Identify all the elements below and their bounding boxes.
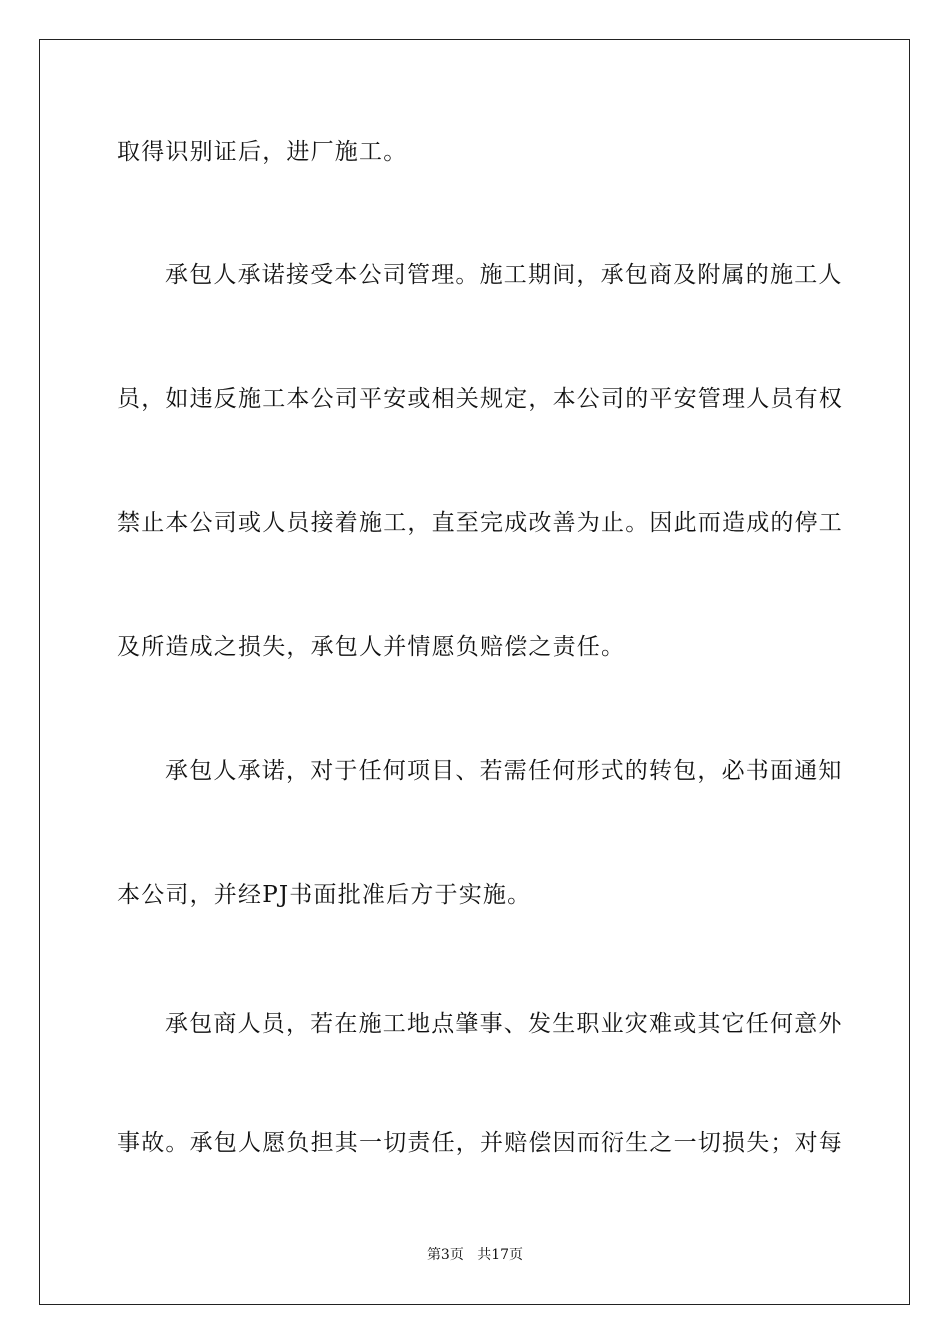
paragraph-first-line: 承包人承诺，对于任何项目、若需任何形式的转包，必书面通知	[165, 758, 843, 784]
text-line: 及所造成之损失，承包人并情愿负赔偿之责任。	[117, 634, 626, 660]
page-border	[39, 39, 910, 1305]
text-line: 禁止本公司或人员接着施工，直至完成改善为止。因此而造成的停工	[117, 510, 843, 536]
text-line: 事故。承包人愿负担其一切责任，并赔偿因而衍生之一切损失；对每	[117, 1130, 843, 1156]
text-line: 取得识别证后，进厂施工。	[117, 139, 408, 165]
text-line: 本公司，并经PJ书面批准后方于实施。	[117, 882, 532, 908]
page-footer	[0, 1246, 950, 1264]
text-line: 员，如违反施工本公司平安或相关规定，本公司的平安管理人员有权	[117, 386, 843, 412]
page-number: 第3页	[426, 1247, 464, 1263]
paragraph-first-line: 承包人承诺接受本公司管理。施工期间，承包商及附属的施工人	[165, 262, 843, 288]
paragraph-first-line: 承包商人员，若在施工地点肇事、发生职业灾难或其它任何意外	[165, 1011, 843, 1037]
total-pages: 共17页	[477, 1247, 524, 1263]
